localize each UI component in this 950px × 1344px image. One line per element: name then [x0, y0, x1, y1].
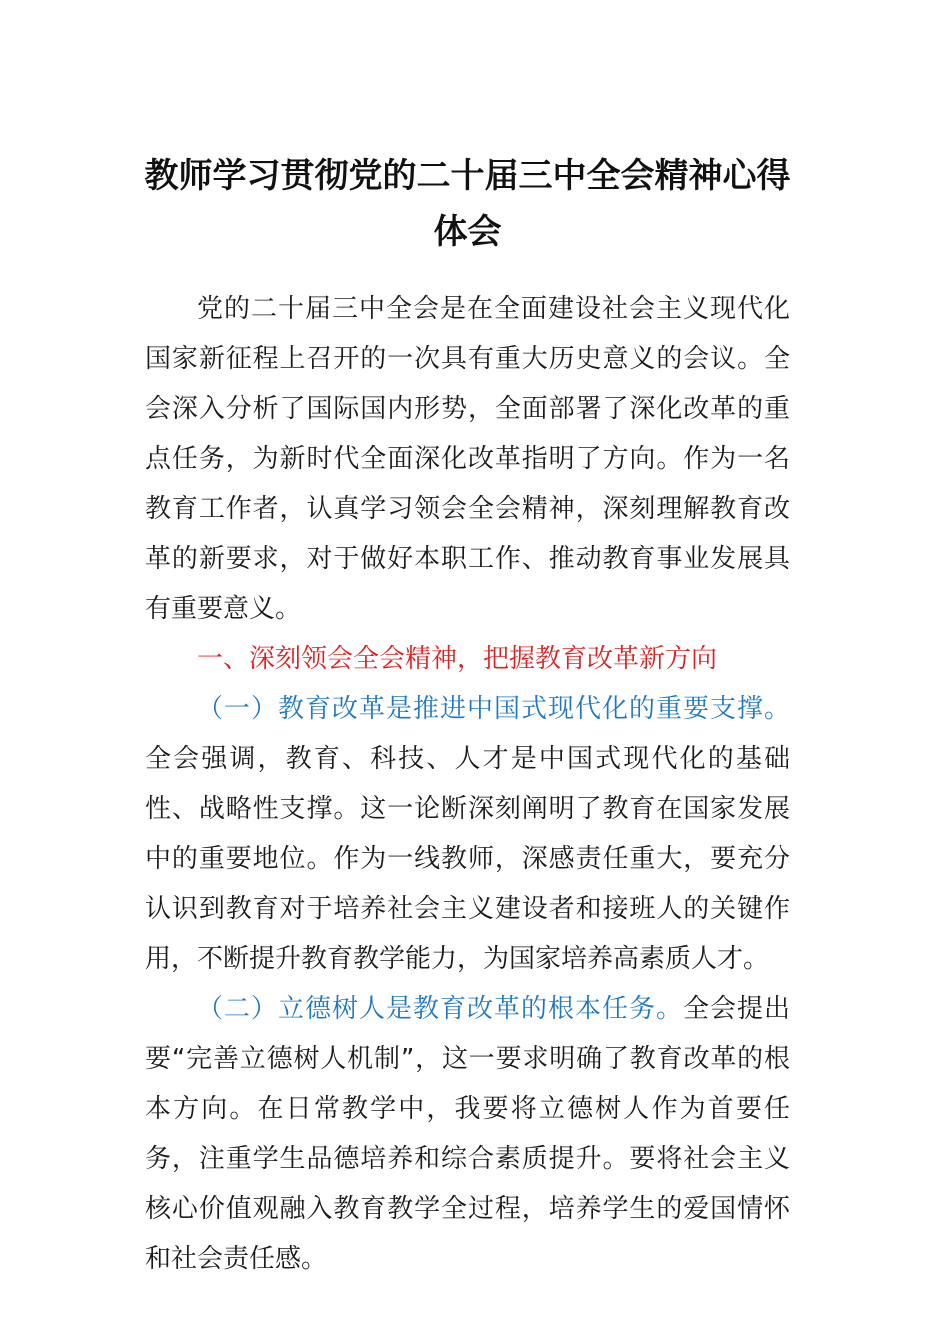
document-page [145, 148, 790, 1284]
intro-paragraph: 党的二十届三中全会是在全面建设社会主义现代化国家新征程上召开的一次具有重大历史意义的会议。全会深入分析了国际国内形势，全面部署了深化改革的重点任务，为新时代全面深化改革指明了方向。作为一名教育工作者，认真学习领会全会精神，深刻理解教育改革的新要求，对于做好本职工作、推动教育事业发展具有重要意义。 [145, 294, 790, 624]
point-heading: （二）立德树人是教育改革的根本任务。 [197, 994, 683, 1024]
point-paragraph [145, 984, 790, 1284]
point-paragraph [145, 684, 790, 984]
point-body: 全会提出要“完善立德树人机制”，这一要求明确了教育改革的根本方向。在日常教学中，我要将立德树人作为首要任务，注重学生品德培养和综合素质提升。要将社会主义核心价值观融入教育教学全过程，培养学生的爱国情怀和社会责任感。 [145, 994, 790, 1274]
section-heading: 一、深刻领会全会精神，把握教育改革新方向 [197, 644, 718, 674]
point-body: 全会强调，教育、科技、人才是中国式现代化的基础性、战略性支撑。这一论断深刻阐明了教育在国家发展中的重要地位。作为一线教师，深感责任重大，要充分认识到教育对于培养社会主义建设者和接班人的关键作用，不断提升教育教学能力，为国家培养高素质人才。 [145, 744, 790, 974]
document-title: 教师学习贯彻党的二十届三中全会精神心得体会 [144, 156, 791, 252]
point-heading: （一）教育改革是推进中国式现代化的重要支撑。 [197, 694, 790, 724]
